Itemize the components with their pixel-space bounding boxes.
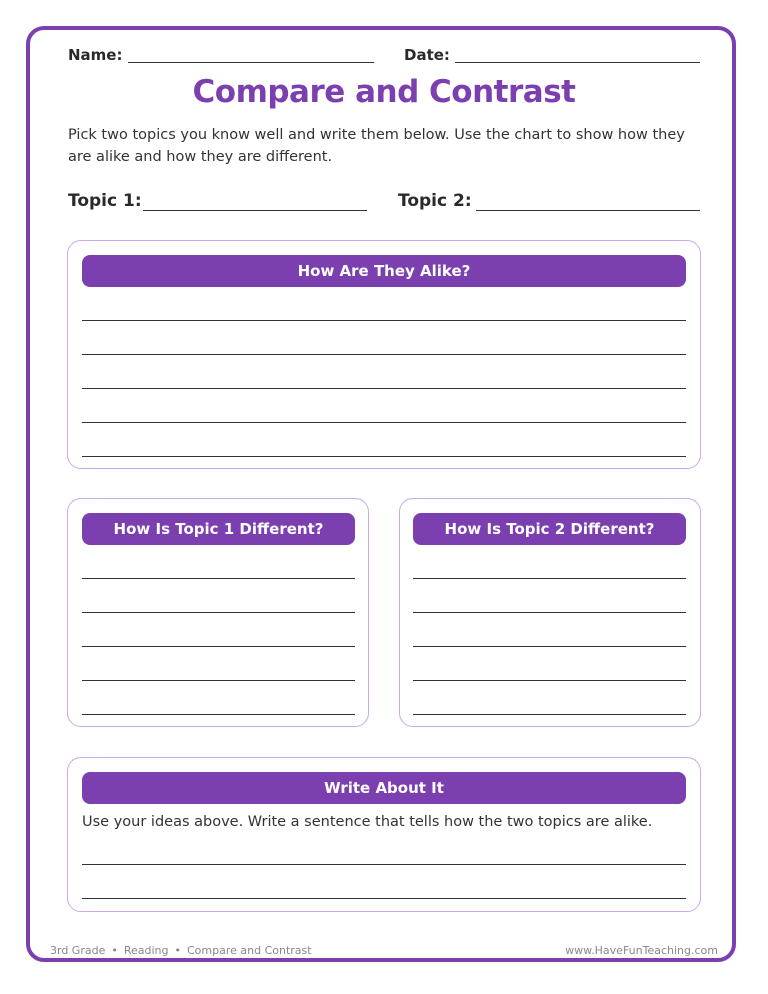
alike-line-3[interactable] (82, 388, 686, 389)
footer-separator: • (174, 944, 181, 957)
topic1-diff-line-4[interactable] (82, 680, 355, 681)
footer-separator: • (111, 944, 118, 957)
footer-topic: Compare and Contrast (187, 944, 312, 957)
topic2-diff-line-5[interactable] (413, 714, 686, 715)
footer-website: www.HaveFunTeaching.com (565, 944, 718, 957)
topic1-label: Topic 1: (68, 191, 142, 211)
topic2-diff-line-3[interactable] (413, 646, 686, 647)
alike-line-1[interactable] (82, 320, 686, 321)
topic1-diff-line-2[interactable] (82, 612, 355, 613)
alike-line-4[interactable] (82, 422, 686, 423)
topic2-line[interactable] (476, 210, 700, 211)
write-line-1[interactable] (82, 864, 686, 865)
topic1-line[interactable] (143, 210, 367, 211)
write-prompt: Use your ideas above. Write a sentence that tells how the two topics are alike. (82, 814, 653, 830)
alike-line-5[interactable] (82, 456, 686, 457)
date-line[interactable] (455, 62, 700, 63)
topic1-diff-heading: How Is Topic 1 Different? (82, 513, 355, 545)
topic2-diff-heading: How Is Topic 2 Different? (413, 513, 686, 545)
write-line-2[interactable] (82, 898, 686, 899)
topic1-diff-line-5[interactable] (82, 714, 355, 715)
instructions-text: Pick two topics you know well and write them below. Use the chart to show how they are alike and how they are different. (68, 127, 685, 165)
topic2-diff-line-4[interactable] (413, 680, 686, 681)
alike-heading: How Are They Alike? (82, 255, 686, 287)
footer-breadcrumb (50, 944, 312, 957)
topic1-diff-line-1[interactable] (82, 578, 355, 579)
topic2-label: Topic 2: (398, 191, 472, 211)
footer-grade: 3rd Grade (50, 944, 106, 957)
page-title: Compare and Contrast (192, 74, 576, 110)
topic2-diff-line-2[interactable] (413, 612, 686, 613)
name-line[interactable] (128, 62, 374, 63)
alike-line-2[interactable] (82, 354, 686, 355)
topic1-diff-line-3[interactable] (82, 646, 355, 647)
topic2-diff-line-1[interactable] (413, 578, 686, 579)
write-heading: Write About It (82, 772, 686, 804)
name-label: Name: (68, 46, 123, 64)
date-label: Date: (404, 46, 450, 64)
footer-subject: Reading (123, 944, 169, 957)
